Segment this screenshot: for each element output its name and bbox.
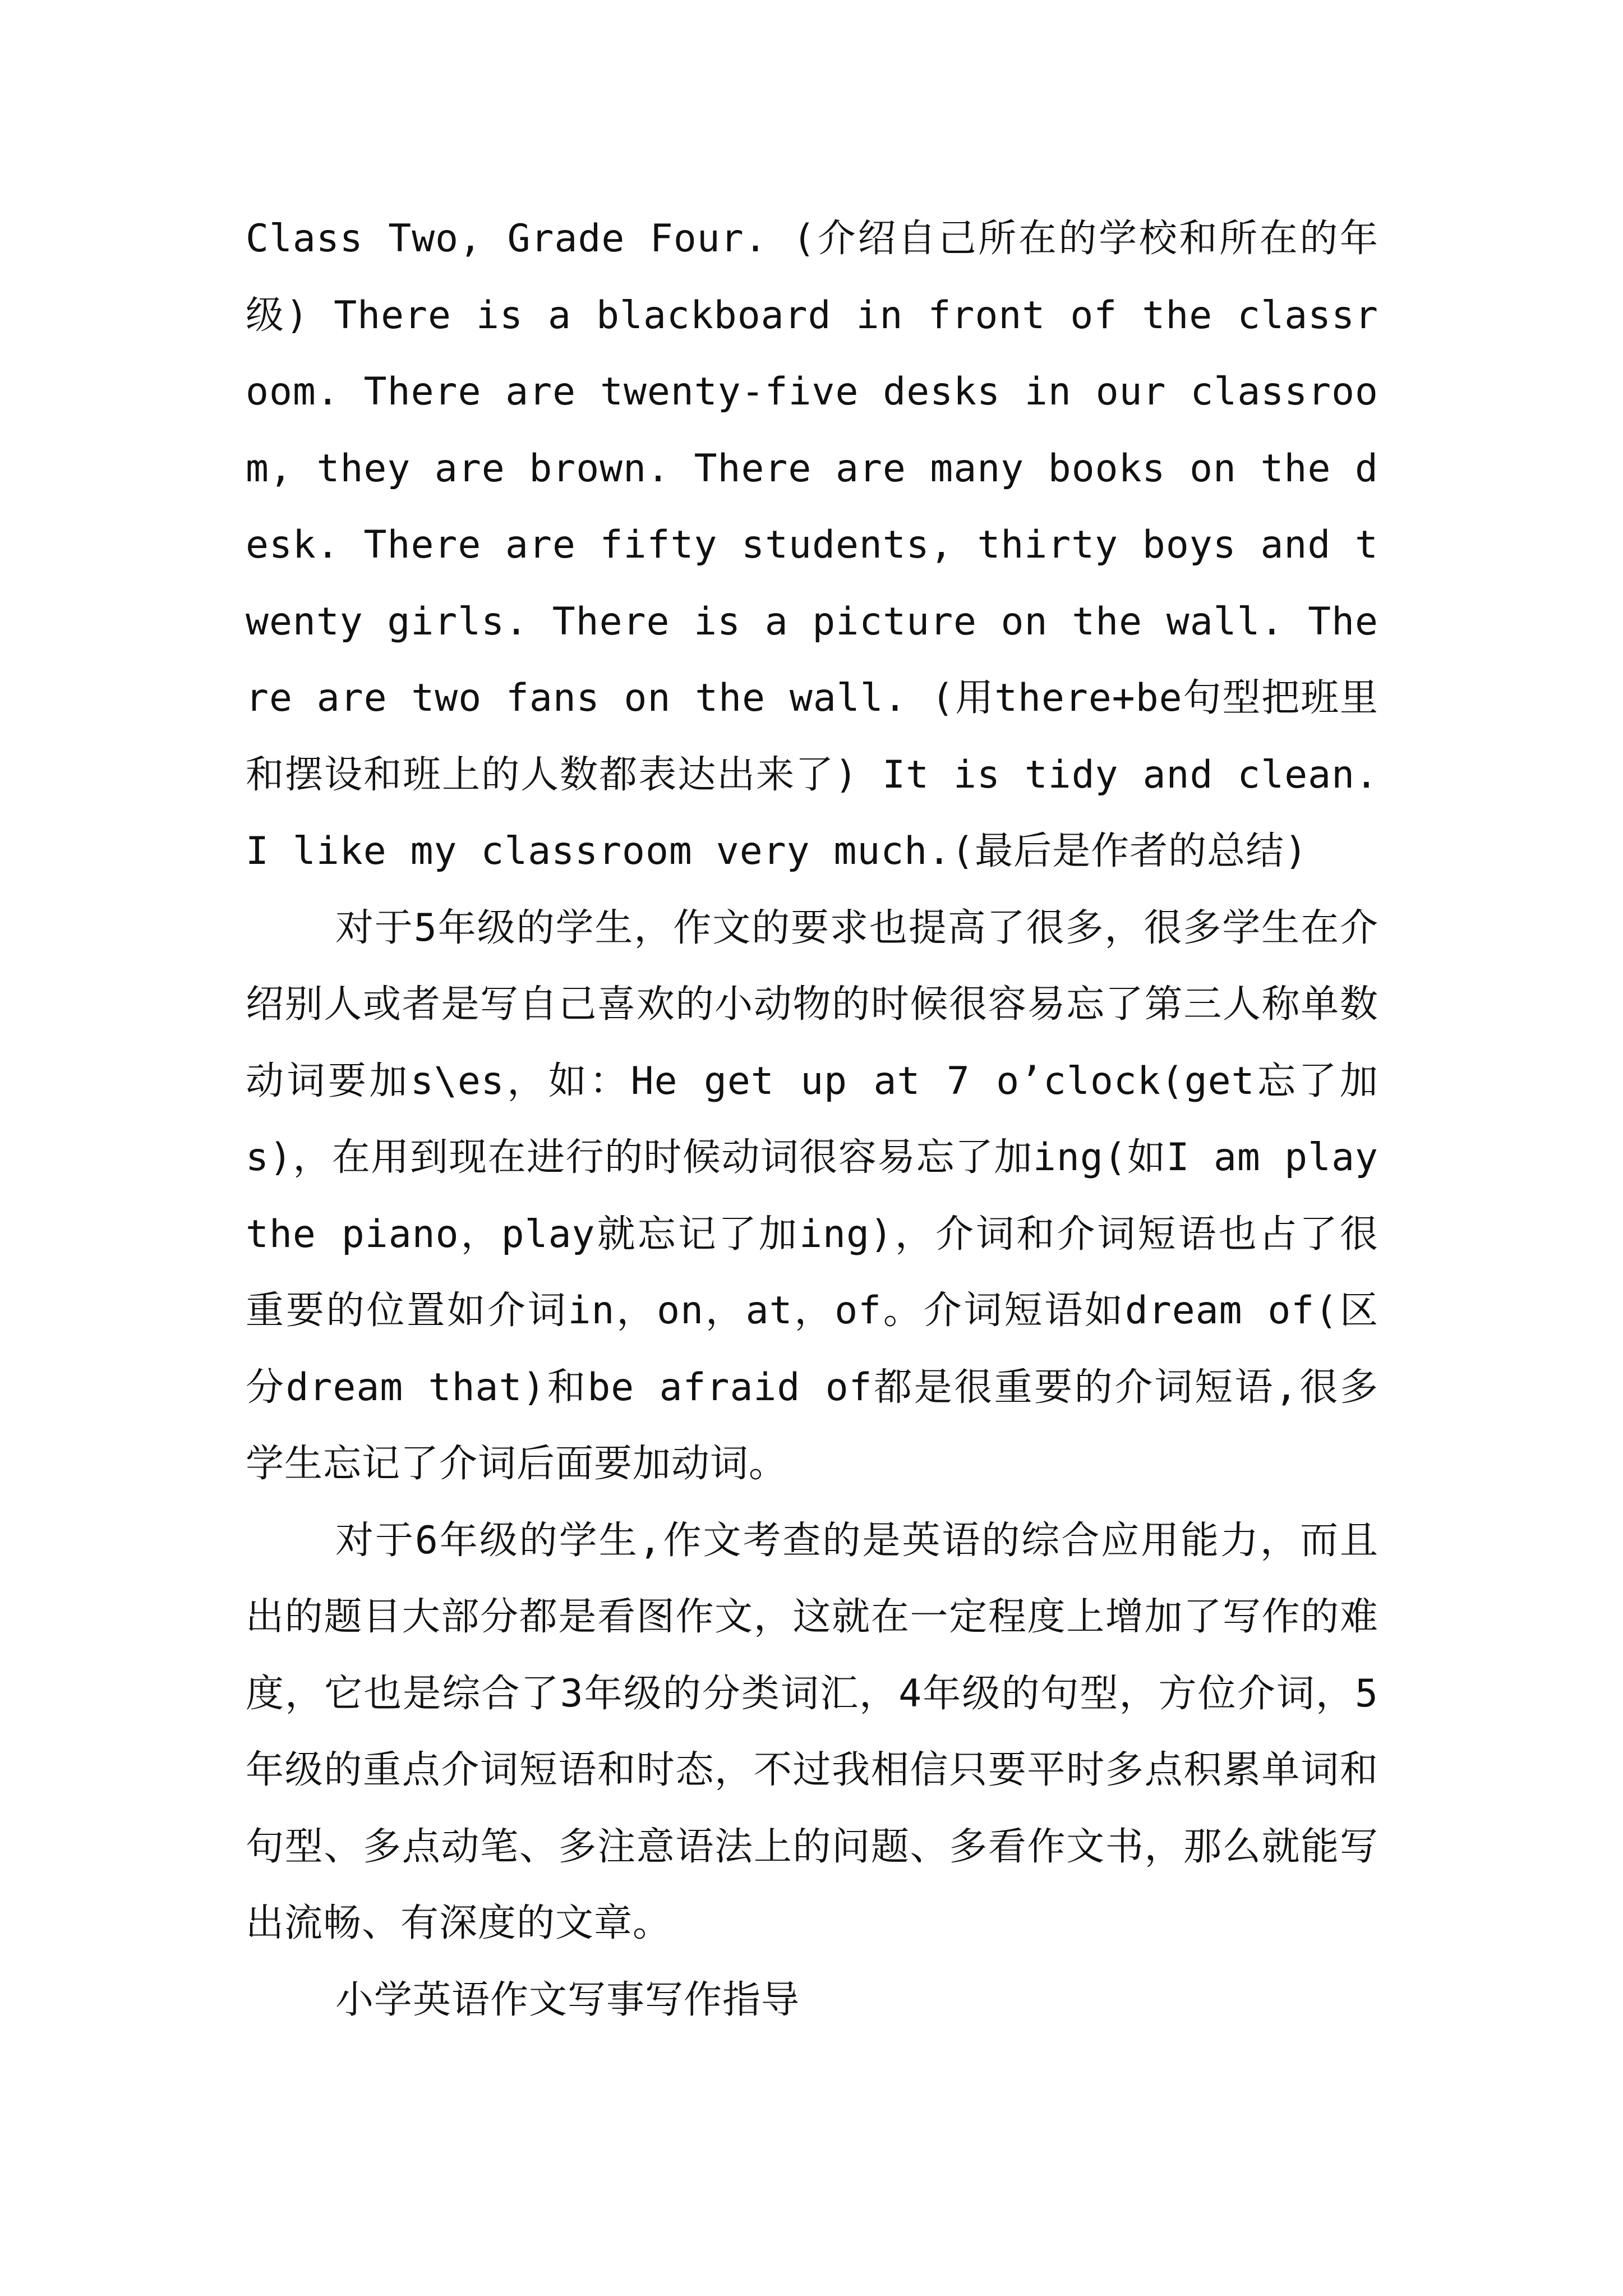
paragraph-grade-five-guidance: 对于5年级的学生，作文的要求也提高了很多，很多学生在介绍别人或者是写自己喜欢的小动物的时候很容易忘了第三人称单数动词要加s\es，如：He get up at 7 o’clock(get忘了加s)，在用到现在进行的时候动词很容易忘了加ing(如I am play the piano，play就忘记了加ing)，介词和介词短语也占了很重要的位置如介词in，on，at，of。介词短语如dream of(区分dream that)和be afraid of都是很重要的介词短语,很多学生忘记了介词后面要加动词。	[246, 905, 1378, 1486]
paragraph-grade-six-guidance: 对于6年级的学生,作文考查的是英语的综合应用能力，而且出的题目大部分都是看图作文，这就在一定程度上增加了写作的难度，它也是综合了3年级的分类词汇，4年级的句型，方位介词，5年级的重点介词短语和时态，不过我相信只要平时多点积累单词和句型、多点动笔、多注意语法上的问题、多看作文书，那么就能写出流畅、有深度的文章。	[246, 1518, 1378, 1945]
paragraph-classroom-description: Class Two, Grade Four. (介绍自己所在的学校和所在的年级) There is a blackboard in front of the classroom. There are twenty-five desks in our classroom, they are brown. There are many books on the desk. There are fifty students, thirty boys and twenty girls. There is a picture on the wall. There are two fans on the wall. (用there+be句型把班里和摆设和班上的人数都表达出来了) It is tidy and clean.I like my classroom very much.(最后是作者的总结)	[246, 217, 1378, 873]
document-body	[246, 201, 1378, 2039]
section-heading: 小学英语作文写事写作指导	[335, 1977, 800, 2022]
